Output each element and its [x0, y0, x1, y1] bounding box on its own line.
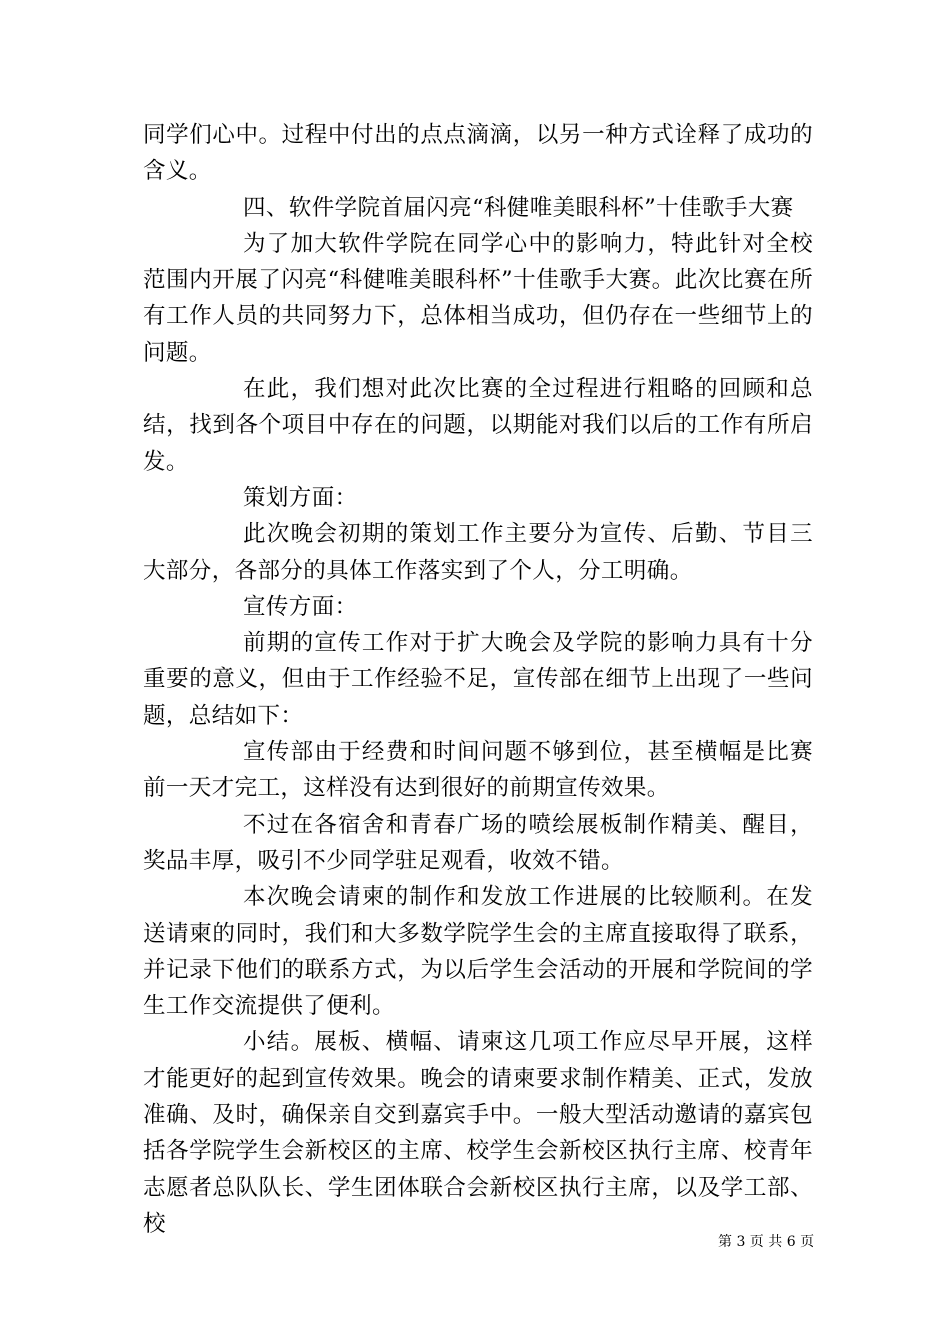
subheading-publicity: 宣传方面：	[243, 593, 358, 620]
page-number-footer: 第 3 页 共 6 页	[718, 1234, 815, 1250]
paragraph-planning: 此次晚会初期的策划工作主要分为宣传、后勤、节目三大部分，各部分的具体工作落实到了个人，分工明确。	[143, 521, 813, 584]
paragraph-publicity: 前期的宣传工作对于扩大晚会及学院的影响力具有十分重要的意义，但由于工作经验不足，宣传部在细节上出现了一些问题，总结如下：	[143, 630, 813, 729]
paragraph-invitations: 本次晚会请柬的制作和发放工作进展的比较顺利。在发送请柬的同时，我们和大多数学院学生会的主席直接取得了联系，并记录下他们的联系方式，为以后学生会活动的开展和学院间的学生工作交流提供了便利。	[143, 884, 813, 1020]
paragraph-review: 在此，我们想对此次比赛的全过程进行粗略的回顾和总结，找到各个项目中存在的问题，以期能对我们以后的工作有所启发。	[143, 376, 813, 475]
paragraph-display-boards: 不过在各宿舍和青春广场的喷绘展板制作精美、醒目，奖品丰厚，吸引不少同学驻足观看，收效不错。	[143, 811, 813, 874]
paragraph-1: 同学们心中。过程中付出的点点滴滴，以另一种方式诠释了成功的含义。	[143, 122, 813, 185]
paragraph-summary: 小结。展板、横幅、请柬这几项工作应尽早开展，这样才能更好的起到宣传效果。晚会的请柬要求制作精美、正式，发放准确、及时，确保亲自交到嘉宾手中。一般大型活动邀请的嘉宾包括各学院学生会新校区的主席、校学生会新校区执行主席、校青年志愿者总队队长、学生团体联合会新校区执行主席，以及学工部、校	[143, 1029, 813, 1237]
document-body	[143, 117, 813, 1242]
paragraph-intro: 为了加大软件学院在同学心中的影响力，特此针对全校范围内开展了闪亮“科健唯美眼科杯”十佳歌手大赛。此次比赛在所有工作人员的共同努力下，总体相当成功，但仍存在一些细节上的问题。	[143, 230, 813, 366]
section-heading: 四、软件学院首届闪亮“科健唯美眼科杯”十佳歌手大赛	[243, 194, 794, 221]
paragraph-banner: 宣传部由于经费和时间问题不够到位，甚至横幅是比赛前一天才完工，这样没有达到很好的前期宣传效果。	[143, 739, 813, 802]
subheading-planning: 策划方面：	[243, 484, 358, 511]
